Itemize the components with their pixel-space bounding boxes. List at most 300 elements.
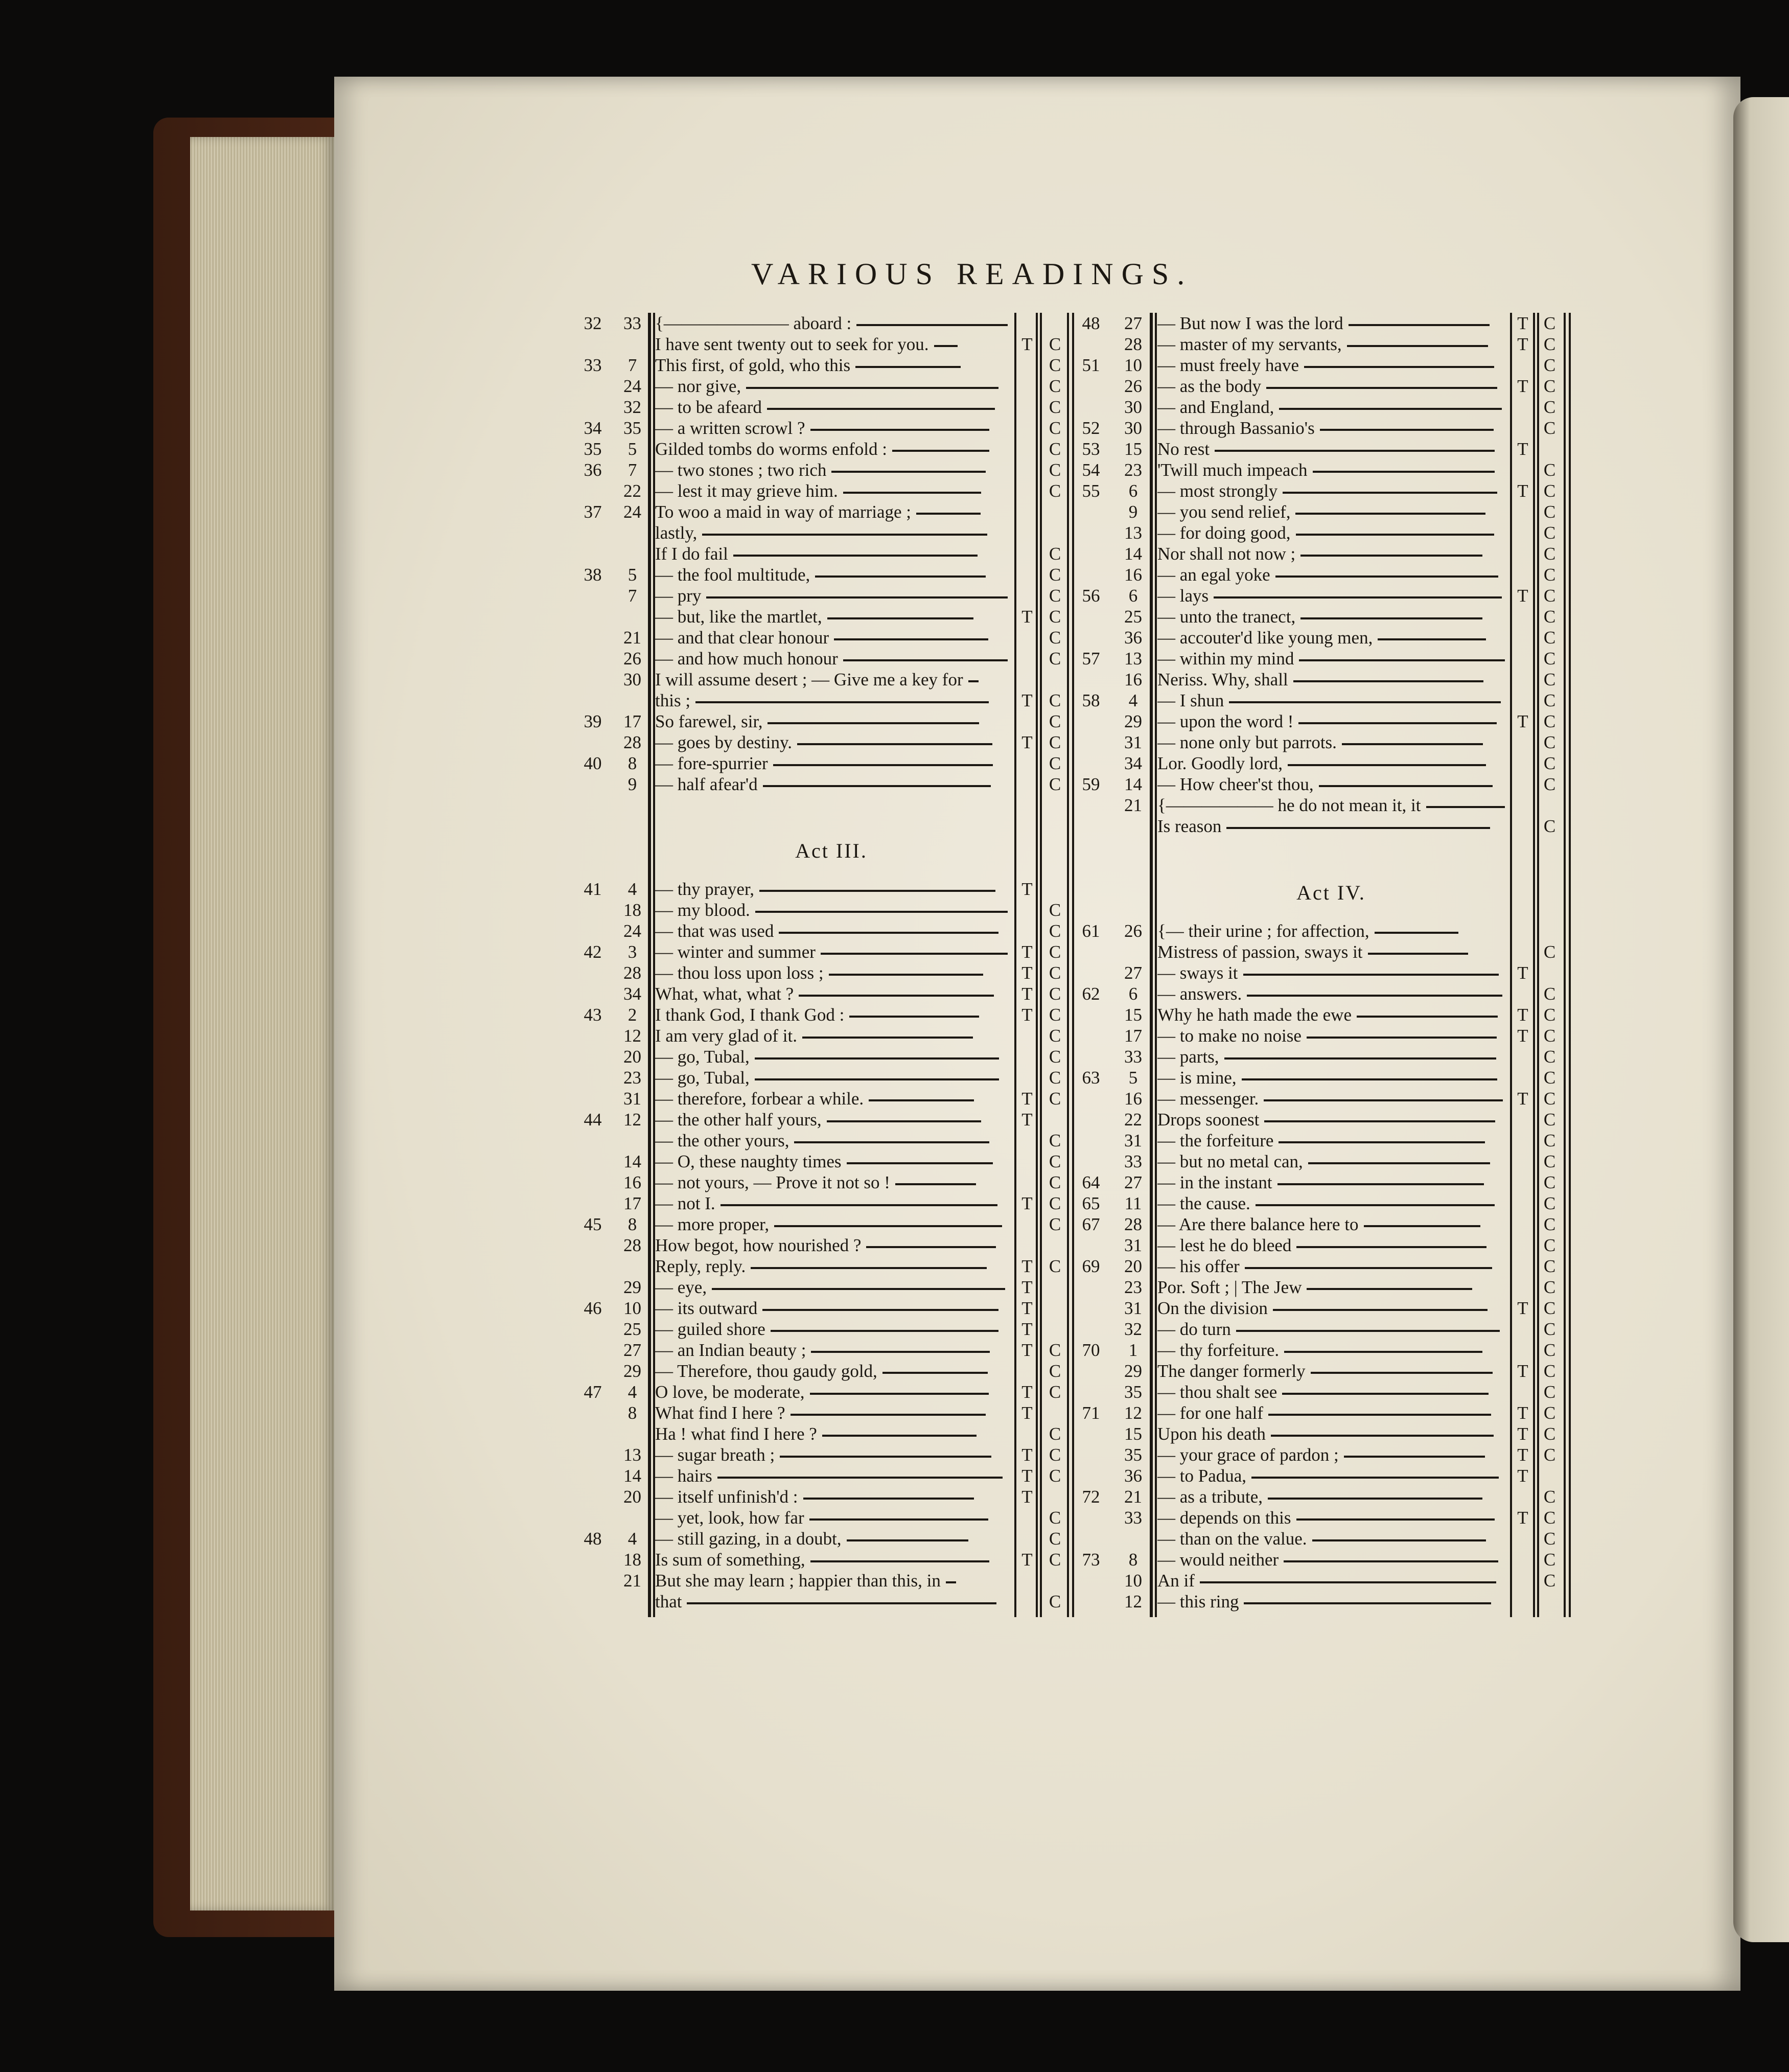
reading-row bbox=[0, 1423, 1789, 1444]
reading-text-content: — half afear'd bbox=[655, 774, 758, 794]
line-number: 1 bbox=[1128, 1340, 1138, 1360]
edition-mark-c: C bbox=[1049, 753, 1061, 773]
edition-mark-c: C bbox=[1543, 1382, 1556, 1402]
reading-row bbox=[0, 1319, 1789, 1340]
reading-row bbox=[0, 795, 1789, 816]
line-number: 27 bbox=[1124, 1172, 1142, 1192]
edition-mark-c: C bbox=[1049, 628, 1061, 648]
reading-text-content: — through Bassanio's bbox=[1157, 418, 1315, 438]
line-number: 29 bbox=[623, 1277, 641, 1297]
edition-mark-c: C bbox=[1049, 649, 1061, 669]
reading-row bbox=[0, 1235, 1789, 1256]
line-number: 15 bbox=[1124, 439, 1142, 459]
edition-mark-c: C bbox=[1049, 334, 1061, 354]
edition-mark-c: C bbox=[1543, 1235, 1556, 1255]
leader-rule bbox=[1357, 1016, 1498, 1018]
edition-mark-c: C bbox=[1049, 774, 1061, 794]
reading-text-content: The danger formerly bbox=[1157, 1361, 1306, 1381]
edition-mark-t: T bbox=[1517, 1026, 1528, 1046]
page-number: 45 bbox=[584, 1214, 602, 1234]
edition-mark-c: C bbox=[1543, 1298, 1556, 1318]
page-number: 70 bbox=[1082, 1340, 1100, 1360]
leader-rule bbox=[1312, 1539, 1486, 1541]
reading-text bbox=[1157, 1214, 1505, 1235]
line-number: 8 bbox=[628, 1214, 637, 1234]
reading-text-content: — your grace of pardon ; bbox=[1157, 1445, 1339, 1465]
leader-rule bbox=[1279, 408, 1502, 410]
line-number: 33 bbox=[1124, 1047, 1142, 1067]
edition-mark-c: C bbox=[1049, 1529, 1061, 1549]
line-number: 12 bbox=[623, 1026, 641, 1046]
leader-rule bbox=[1251, 1477, 1499, 1479]
reading-row bbox=[0, 920, 1789, 941]
reading-text-content: lastly, bbox=[655, 523, 698, 543]
reading-text-content: — sways it bbox=[1157, 963, 1238, 983]
line-number: 30 bbox=[1124, 418, 1142, 438]
reading-text-content: — O, these naughty times bbox=[655, 1152, 842, 1171]
reading-text-content: Why he hath made the ewe bbox=[1157, 1005, 1352, 1025]
reading-text-content: that bbox=[655, 1592, 682, 1611]
edition-mark-c: C bbox=[1543, 1508, 1556, 1528]
page-number: 69 bbox=[1082, 1256, 1100, 1276]
reading-text bbox=[1157, 1465, 1505, 1486]
edition-mark-t: T bbox=[1517, 481, 1528, 501]
reading-row bbox=[0, 459, 1789, 480]
reading-row bbox=[0, 1004, 1789, 1025]
reading-text-content: — a written scrowl ? bbox=[655, 418, 805, 438]
line-number: 11 bbox=[1124, 1193, 1142, 1213]
line-number: 10 bbox=[623, 1298, 641, 1318]
reading-row bbox=[0, 1214, 1789, 1235]
leader-rule bbox=[1347, 345, 1488, 347]
reading-text bbox=[1157, 983, 1505, 1004]
line-number: 7 bbox=[628, 586, 637, 606]
leader-rule bbox=[1349, 324, 1490, 326]
edition-mark-t: T bbox=[1021, 1005, 1033, 1025]
reading-text-content: — eye, bbox=[655, 1277, 707, 1297]
reading-text bbox=[1157, 1402, 1505, 1423]
line-number: 31 bbox=[1124, 1298, 1142, 1318]
act-heading: Act IV. bbox=[1296, 881, 1366, 904]
line-number: 21 bbox=[1124, 795, 1142, 815]
line-number: 23 bbox=[1124, 1277, 1142, 1297]
edition-mark-c: C bbox=[1049, 984, 1061, 1004]
reading-row bbox=[0, 669, 1789, 690]
reading-text-content: — still gazing, in a doubt, bbox=[655, 1529, 842, 1549]
line-number: 18 bbox=[623, 900, 641, 920]
reading-text-content: — within my mind bbox=[1157, 649, 1294, 669]
page-number: 48 bbox=[584, 1529, 602, 1549]
edition-mark-c: C bbox=[1049, 1068, 1061, 1088]
page-number: 39 bbox=[584, 711, 602, 731]
leader-rule bbox=[1283, 492, 1497, 494]
line-number: 35 bbox=[1124, 1445, 1142, 1465]
reading-text-content: Is reason bbox=[1157, 816, 1222, 836]
edition-mark-t: T bbox=[1021, 1298, 1033, 1318]
reading-text-content: I will assume desert ; — Give me a key for bbox=[655, 670, 963, 689]
edition-mark-c: C bbox=[1543, 586, 1556, 606]
leader-rule bbox=[1295, 513, 1485, 515]
edition-mark-c: C bbox=[1049, 942, 1061, 962]
edition-mark-c: C bbox=[1543, 1361, 1556, 1381]
reading-text-content: — depends on this bbox=[1157, 1508, 1291, 1528]
reading-text-content: {— their urine ; for affection, bbox=[1157, 921, 1369, 941]
page-number: 34 bbox=[584, 418, 602, 438]
reading-text-content: — is mine, bbox=[1157, 1068, 1237, 1088]
page-number: 72 bbox=[1082, 1487, 1100, 1507]
reading-text-content: — thy prayer, bbox=[655, 879, 754, 899]
line-number: 14 bbox=[1124, 774, 1142, 794]
edition-mark-c: C bbox=[1543, 1277, 1556, 1297]
edition-mark-t: T bbox=[1517, 1466, 1528, 1486]
reading-text-content: 'Twill much impeach bbox=[1157, 460, 1308, 480]
edition-mark-c: C bbox=[1543, 334, 1556, 354]
leader-rule bbox=[1313, 471, 1495, 473]
leader-rule bbox=[1288, 764, 1486, 766]
edition-mark-c: C bbox=[1543, 1110, 1556, 1130]
edition-mark-t: T bbox=[1021, 1089, 1033, 1109]
line-number: 25 bbox=[623, 1319, 641, 1339]
edition-mark-c: C bbox=[1543, 523, 1556, 543]
edition-mark-t: T bbox=[1021, 1550, 1033, 1570]
reading-row bbox=[0, 1277, 1789, 1298]
line-number: 16 bbox=[623, 1172, 641, 1192]
reading-text bbox=[1157, 1298, 1505, 1319]
leader-rule bbox=[1236, 1330, 1500, 1332]
reading-text-content: — as a tribute, bbox=[1157, 1487, 1263, 1507]
line-number: 6 bbox=[1128, 481, 1138, 501]
reading-text-content: — Are there balance here to bbox=[1157, 1214, 1359, 1234]
reading-text-content: On the division bbox=[1157, 1298, 1268, 1318]
reading-text-content: — that was used bbox=[655, 921, 774, 941]
leader-rule bbox=[1284, 1351, 1482, 1353]
leader-rule bbox=[1284, 1560, 1498, 1562]
reading-row bbox=[0, 900, 1789, 920]
reading-text-content: — to make no noise bbox=[1157, 1026, 1302, 1046]
line-number: 6 bbox=[1128, 984, 1138, 1004]
page-number: 48 bbox=[1082, 313, 1100, 333]
edition-mark-t: T bbox=[1021, 1110, 1033, 1130]
reading-text bbox=[1157, 1382, 1505, 1402]
leader-rule bbox=[1200, 1581, 1496, 1583]
reading-text bbox=[1157, 543, 1505, 564]
reading-text bbox=[1157, 1109, 1505, 1130]
reading-text bbox=[1157, 1549, 1505, 1570]
reading-text bbox=[1157, 1046, 1505, 1067]
reading-text-content: — hairs bbox=[655, 1466, 712, 1486]
page-number: 62 bbox=[1082, 984, 1100, 1004]
edition-mark-c: C bbox=[1543, 711, 1556, 731]
edition-mark-t: T bbox=[1021, 1466, 1033, 1486]
edition-mark-c: C bbox=[1543, 816, 1556, 836]
reading-text bbox=[1157, 732, 1505, 753]
edition-mark-c: C bbox=[1543, 1152, 1556, 1171]
edition-mark-c: C bbox=[1049, 1005, 1061, 1025]
leader-rule bbox=[1307, 1288, 1472, 1290]
line-number: 33 bbox=[623, 313, 641, 333]
reading-text bbox=[655, 879, 1008, 900]
line-number: 28 bbox=[1124, 334, 1142, 354]
reading-text bbox=[1157, 1528, 1505, 1549]
line-number: 17 bbox=[623, 1193, 641, 1213]
line-number: 31 bbox=[1124, 1235, 1142, 1255]
edition-mark-c: C bbox=[1543, 1403, 1556, 1423]
edition-mark-c: C bbox=[1543, 418, 1556, 438]
line-number: 8 bbox=[628, 1403, 637, 1423]
line-number: 32 bbox=[1124, 1319, 1142, 1339]
line-number: 31 bbox=[623, 1089, 641, 1109]
reading-row bbox=[0, 1507, 1789, 1528]
line-number: 21 bbox=[1124, 1487, 1142, 1507]
reading-row bbox=[0, 1591, 1789, 1612]
reading-text-content: Drops soonest bbox=[1157, 1110, 1260, 1130]
line-number: 26 bbox=[1124, 921, 1142, 941]
reading-row bbox=[0, 334, 1789, 355]
edition-mark-c: C bbox=[1049, 1592, 1061, 1611]
leader-rule bbox=[1311, 1372, 1493, 1374]
edition-mark-c: C bbox=[1049, 1508, 1061, 1528]
reading-row bbox=[0, 1172, 1789, 1193]
edition-mark-c: C bbox=[1543, 732, 1556, 752]
leader-rule bbox=[1271, 1435, 1494, 1437]
reading-text-content: — you send relief, bbox=[1157, 502, 1291, 522]
line-number: 23 bbox=[623, 1068, 641, 1088]
leader-rule bbox=[1300, 555, 1482, 557]
line-number: 12 bbox=[1124, 1592, 1142, 1611]
edition-mark-c: C bbox=[1049, 1340, 1061, 1360]
reading-text-content: I have sent twenty out to seek for you. bbox=[655, 334, 929, 354]
reading-text bbox=[1157, 522, 1505, 543]
edition-mark-t: T bbox=[1517, 963, 1528, 983]
page-number: 43 bbox=[584, 1005, 602, 1025]
reading-text-content: — an egal yoke bbox=[1157, 565, 1270, 585]
reading-text-content: Por. Soft ; | The Jew bbox=[1157, 1277, 1302, 1297]
reading-text bbox=[1157, 606, 1505, 627]
edition-mark-c: C bbox=[1049, 1424, 1061, 1444]
reading-text-content: I thank God, I thank God : bbox=[655, 1005, 845, 1025]
line-number: 12 bbox=[1124, 1403, 1142, 1423]
edition-mark-c: C bbox=[1543, 1214, 1556, 1234]
line-number: 31 bbox=[1124, 732, 1142, 752]
reading-text-content: — most strongly bbox=[1157, 481, 1278, 501]
leader-rule bbox=[1293, 680, 1483, 682]
reading-text bbox=[1157, 1277, 1505, 1298]
edition-mark-c: C bbox=[1543, 607, 1556, 627]
reading-text bbox=[1157, 1423, 1505, 1444]
reading-text bbox=[1157, 564, 1505, 585]
edition-mark-c: C bbox=[1543, 628, 1556, 648]
reading-text bbox=[1157, 1507, 1505, 1528]
reading-text-content: An if bbox=[1157, 1571, 1195, 1591]
reading-text-content: — his offer bbox=[1157, 1256, 1240, 1276]
line-number: 16 bbox=[1124, 565, 1142, 585]
edition-mark-t: T bbox=[1517, 586, 1528, 606]
reading-text-content: — for one half bbox=[1157, 1403, 1264, 1423]
leader-rule bbox=[1320, 429, 1494, 431]
line-number: 34 bbox=[623, 984, 641, 1004]
edition-mark-t: T bbox=[1517, 1424, 1528, 1444]
reading-text bbox=[1157, 376, 1505, 397]
line-number: 35 bbox=[623, 418, 641, 438]
reading-text-content: — thou shalt see bbox=[1157, 1382, 1277, 1402]
reading-text bbox=[1157, 1444, 1505, 1465]
edition-mark-t: T bbox=[1021, 1340, 1033, 1360]
leader-rule bbox=[1296, 1246, 1486, 1248]
edition-mark-t: T bbox=[1021, 984, 1033, 1004]
reading-text-content: Upon his death bbox=[1157, 1424, 1266, 1444]
reading-text-content: Is sum of something, bbox=[655, 1550, 805, 1570]
reading-text-content: Mistress of passion, sways it bbox=[1157, 942, 1363, 962]
reading-row bbox=[0, 648, 1789, 669]
reading-text-content: {——————— aboard : bbox=[655, 313, 852, 333]
reading-row bbox=[0, 418, 1789, 439]
reading-text-content: — go, Tubal, bbox=[655, 1047, 750, 1067]
leader-rule bbox=[1268, 1414, 1491, 1416]
leader-rule bbox=[1229, 701, 1501, 703]
reading-row bbox=[0, 1465, 1789, 1486]
reading-row bbox=[0, 711, 1789, 732]
edition-mark-c: C bbox=[1049, 1172, 1061, 1192]
page-number: 32 bbox=[584, 313, 602, 333]
running-head: VARIOUS READINGS. bbox=[751, 257, 1193, 291]
reading-row bbox=[0, 1193, 1789, 1214]
line-number: 36 bbox=[1124, 1466, 1142, 1486]
edition-mark-t: T bbox=[1021, 963, 1033, 983]
reading-text-content: — go, Tubal, bbox=[655, 1068, 750, 1088]
page-number: 47 bbox=[584, 1382, 602, 1402]
edition-mark-c: C bbox=[1543, 1172, 1556, 1192]
reading-text bbox=[1157, 774, 1505, 795]
reading-text bbox=[655, 900, 1008, 920]
edition-mark-c: C bbox=[1049, 565, 1061, 585]
leader-rule bbox=[1296, 1518, 1495, 1521]
reading-text-content: — as the body bbox=[1157, 376, 1262, 396]
reading-row bbox=[0, 983, 1789, 1004]
edition-mark-c: C bbox=[1543, 1550, 1556, 1570]
reading-text bbox=[1157, 1151, 1505, 1172]
page-number: 73 bbox=[1082, 1550, 1100, 1570]
reading-text-content: — parts, bbox=[1157, 1047, 1219, 1067]
reading-text bbox=[1157, 1570, 1505, 1591]
line-number: 4 bbox=[628, 1382, 637, 1402]
page-number: 37 bbox=[584, 502, 602, 522]
edition-mark-c: C bbox=[1049, 1445, 1061, 1465]
edition-mark-t: T bbox=[1021, 1193, 1033, 1213]
reading-text-content: Ha ! what find I here ? bbox=[655, 1424, 817, 1444]
edition-mark-c: C bbox=[1049, 690, 1061, 710]
edition-mark-c: C bbox=[1543, 313, 1556, 333]
line-number: 2 bbox=[628, 1005, 637, 1025]
reading-text-content: — therefore, forbear a while. bbox=[655, 1089, 864, 1109]
reading-row bbox=[0, 1256, 1789, 1277]
reading-text bbox=[1157, 1319, 1505, 1340]
reading-row bbox=[0, 1549, 1789, 1570]
page-number: 44 bbox=[584, 1110, 602, 1130]
reading-text-content: — and that clear honour bbox=[655, 628, 829, 648]
reading-row bbox=[0, 585, 1789, 606]
edition-mark-c: C bbox=[1049, 397, 1061, 417]
reading-text bbox=[1157, 1004, 1505, 1025]
leader-rule bbox=[1275, 575, 1498, 578]
reading-text-content: — master of my servants, bbox=[1157, 334, 1342, 354]
reading-row bbox=[0, 1570, 1789, 1591]
reading-text-content: — more proper, bbox=[655, 1214, 770, 1234]
edition-mark-t: T bbox=[1517, 1005, 1528, 1025]
reading-text bbox=[1157, 962, 1505, 983]
reading-row bbox=[0, 1109, 1789, 1130]
edition-mark-c: C bbox=[1049, 1256, 1061, 1276]
reading-text-content: — sugar breath ; bbox=[655, 1445, 775, 1465]
edition-mark-c: C bbox=[1543, 1340, 1556, 1360]
leader-rule bbox=[1375, 932, 1458, 934]
reading-text bbox=[1157, 480, 1505, 501]
line-number: 24 bbox=[623, 376, 641, 396]
leader-rule bbox=[1342, 743, 1483, 745]
reading-text-content: — but, like the martlet, bbox=[655, 607, 822, 627]
line-number: 15 bbox=[1124, 1424, 1142, 1444]
reading-text-content: This first, of gold, who this bbox=[655, 355, 851, 375]
reading-text-content: To woo a maid in way of marriage ; bbox=[655, 502, 912, 522]
reading-row bbox=[0, 879, 1789, 900]
edition-mark-t: T bbox=[1021, 942, 1033, 962]
edition-mark-c: C bbox=[1543, 1068, 1556, 1088]
edition-mark-t: T bbox=[1021, 1256, 1033, 1276]
reading-text-content: — do turn bbox=[1157, 1319, 1231, 1339]
line-number: 28 bbox=[623, 1235, 641, 1255]
reading-row bbox=[0, 1361, 1789, 1382]
page-number: 33 bbox=[584, 355, 602, 375]
line-number: 21 bbox=[623, 628, 641, 648]
edition-mark-c: C bbox=[1049, 1466, 1061, 1486]
reading-text-content: — and how much honour bbox=[655, 649, 838, 669]
reading-row bbox=[0, 941, 1789, 962]
leader-rule bbox=[1264, 1120, 1495, 1122]
reading-text-content: But she may learn ; happier than this, in bbox=[655, 1571, 941, 1591]
edition-mark-c: C bbox=[1543, 1319, 1556, 1339]
reading-row bbox=[0, 522, 1789, 543]
reading-row bbox=[0, 1025, 1789, 1046]
reading-row bbox=[0, 774, 1789, 795]
edition-mark-c: C bbox=[1049, 963, 1061, 983]
reading-text-content: — and England, bbox=[1157, 397, 1274, 417]
reading-row bbox=[0, 816, 1789, 837]
page-number: 53 bbox=[1082, 439, 1100, 459]
reading-text bbox=[1157, 648, 1505, 669]
leader-rule bbox=[1304, 366, 1494, 368]
reading-text bbox=[1157, 1591, 1505, 1612]
leader-rule bbox=[759, 890, 995, 892]
reading-row bbox=[0, 1046, 1789, 1067]
line-number: 4 bbox=[1128, 690, 1138, 710]
reading-row bbox=[0, 962, 1789, 983]
line-number: 17 bbox=[1124, 1026, 1142, 1046]
leader-rule bbox=[755, 911, 1008, 913]
line-number: 20 bbox=[1124, 1256, 1142, 1276]
reading-text-content: Gilded tombs do worms enfold : bbox=[655, 439, 887, 459]
leader-rule bbox=[1214, 596, 1502, 598]
reading-row bbox=[0, 543, 1789, 564]
reading-text bbox=[1157, 397, 1505, 418]
reading-text bbox=[1157, 1025, 1505, 1046]
edition-mark-t: T bbox=[1517, 711, 1528, 731]
leader-rule bbox=[1426, 806, 1505, 808]
reading-text-content: — to be afeard bbox=[655, 397, 762, 417]
leader-rule bbox=[1298, 722, 1497, 724]
reading-text-content: — in the instant bbox=[1157, 1172, 1272, 1192]
page-number: 46 bbox=[584, 1298, 602, 1318]
line-number: 29 bbox=[1124, 1361, 1142, 1381]
edition-mark-t: T bbox=[1517, 1298, 1528, 1318]
